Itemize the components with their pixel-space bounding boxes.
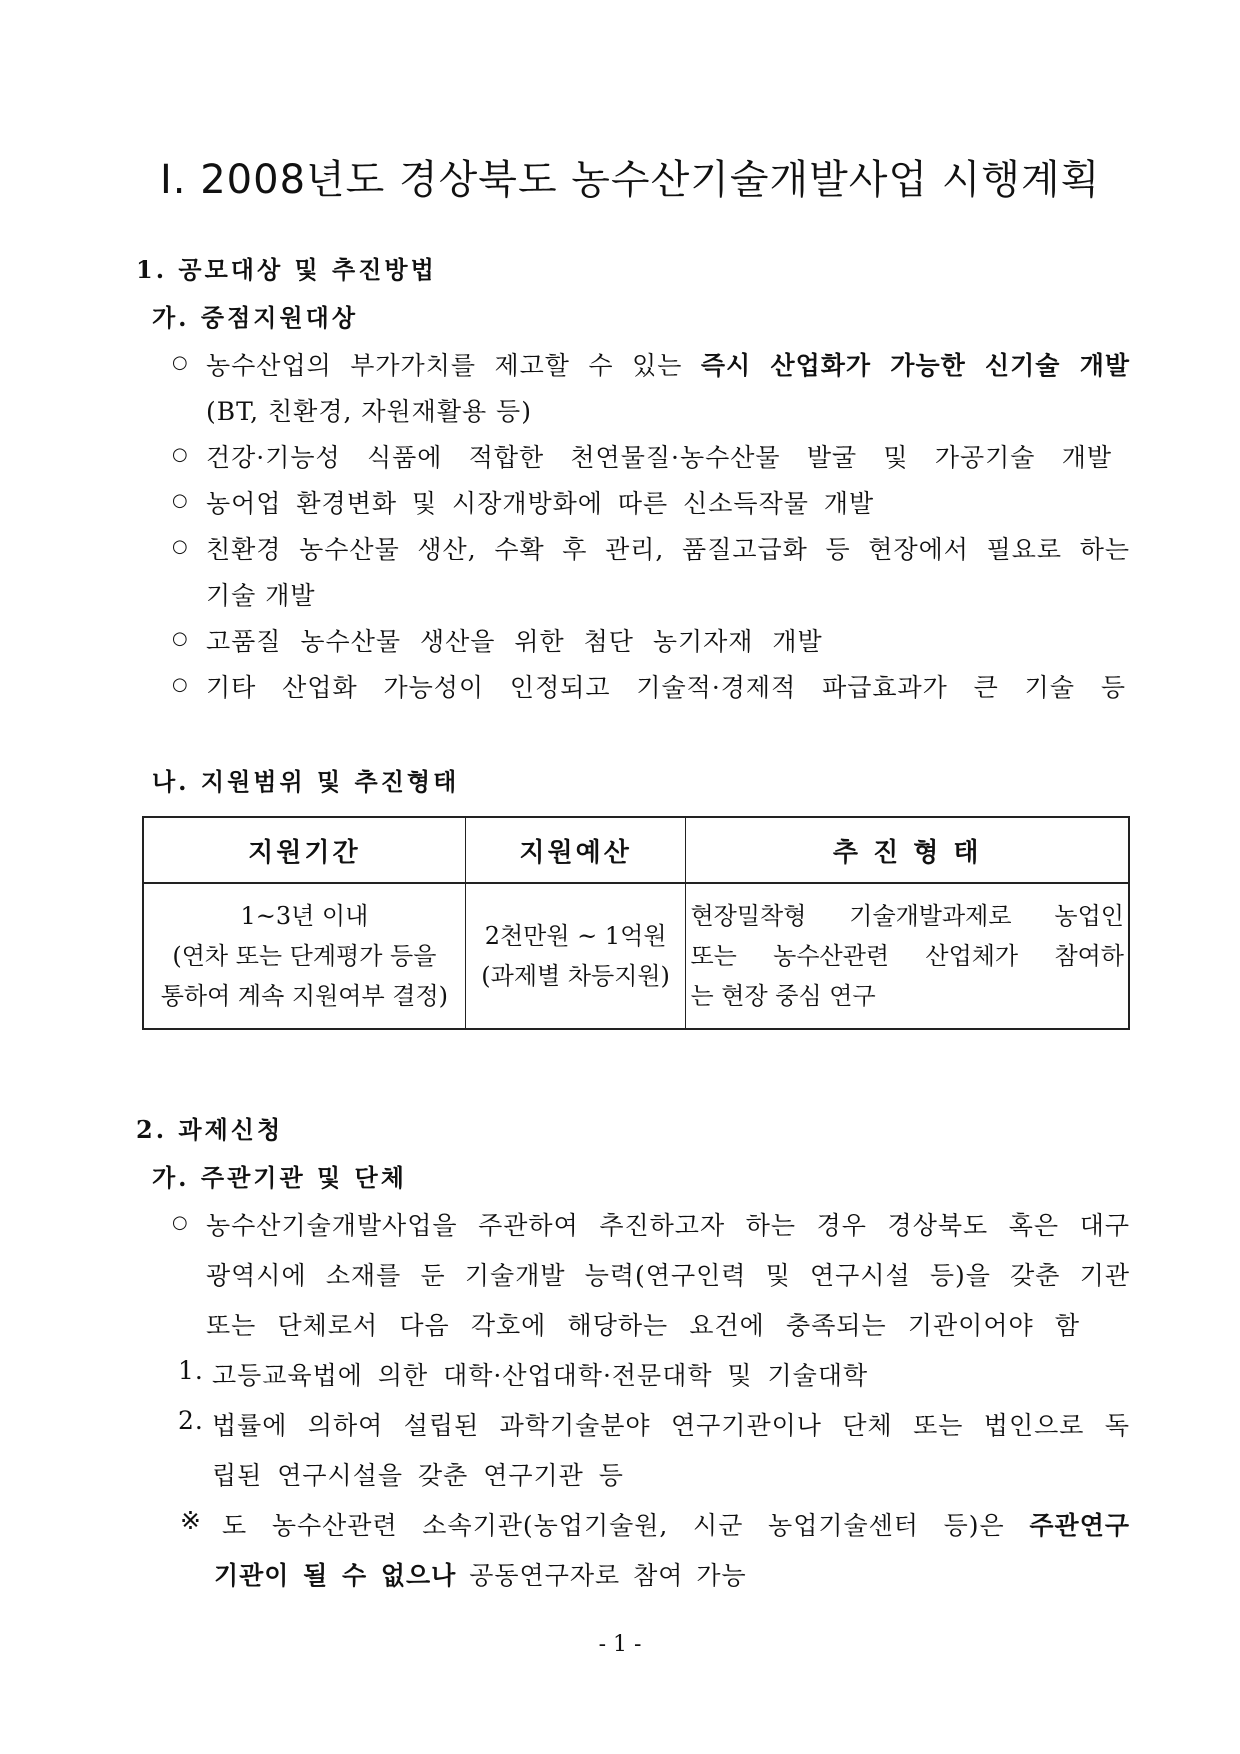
bullet-marker: ○ bbox=[172, 536, 188, 557]
numbered-item-1-line-1: 고등교육법에 의한 대학·산업대학·전문대학 및 기술대학 bbox=[212, 1361, 869, 1390]
note-marker: ※ bbox=[180, 1506, 202, 1535]
section-2-bullet-line-2: 광역시에 소재를 둔 기술개발 능력(연구인력 및 연구시설 등)을 갖춘 기관 bbox=[206, 1261, 1130, 1290]
numbered-item-1-number: 1. bbox=[178, 1356, 204, 1385]
section-1a-heading: 가. 중점지원대상 bbox=[152, 303, 358, 332]
page-number: - 1 - bbox=[598, 1632, 642, 1657]
section-1-heading: 1. 공모대상 및 추진방법 bbox=[136, 255, 437, 284]
bullet-2-line-1: 건강·기능성 식품에 적합한 천연물질·농수산물 발굴 및 가공기술 개발 bbox=[206, 443, 1112, 472]
numbered-item-2-line-1: 법률에 의하여 설립된 과학기술분야 연구기관이나 단체 또는 법인으로 독 bbox=[212, 1411, 1130, 1440]
bullet-3-line-1: 농어업 환경변화 및 시장개방화에 따른 신소득작물 개발 bbox=[206, 489, 875, 518]
bullet-marker: ○ bbox=[172, 352, 188, 373]
bullet-5-line-1: 고품질 농수산물 생산을 위한 첨단 농기자재 개발 bbox=[206, 627, 823, 656]
numbered-item-2-line-2: 립된 연구시설을 갖춘 연구기관 등 bbox=[212, 1461, 624, 1490]
numbered-item-2-number: 2. bbox=[178, 1406, 204, 1435]
bullet-marker: ○ bbox=[172, 1212, 188, 1233]
note-line-2: 기관이 될 수 없으나 공동연구자로 참여 가능 bbox=[214, 1561, 747, 1590]
bullet-marker: ○ bbox=[172, 444, 188, 465]
bullet-marker: ○ bbox=[172, 628, 188, 649]
support-scope-table bbox=[142, 816, 1130, 1030]
note-line-1: 도 농수산관련 소속기관(농업기술원, 시군 농업기술센터 등)은 주관연구 bbox=[222, 1511, 1130, 1540]
cell-budget: 2천만원 ~ 1억원 (과제별 차등지원) bbox=[465, 883, 686, 1029]
bullet-4-line-1: 친환경 농수산물 생산, 수확 후 관리, 품질고급화 등 현장에서 필요로 하는 bbox=[206, 535, 1130, 564]
section-2-bullet-line-1: 농수산기술개발사업을 주관하여 추진하고자 하는 경우 경상북도 혹은 대구 bbox=[206, 1211, 1130, 1240]
section-2a-heading: 가. 주관기관 및 단체 bbox=[152, 1163, 407, 1192]
table-header-period: 지원기간 bbox=[143, 817, 465, 883]
table-header-type: 추 진 형 태 bbox=[686, 817, 1129, 883]
document-title: Ⅰ. 2008년도 경상북도 농수산기술개발사업 시행계획 bbox=[160, 157, 1101, 203]
section-1b-heading: 나. 지원범위 및 추진형태 bbox=[152, 767, 460, 796]
bullet-1-line-2: (BT, 친환경, 자원재활용 등) bbox=[206, 397, 532, 426]
bullet-marker: ○ bbox=[172, 674, 188, 695]
cell-type: 현장밀착형 기술개발과제로 농업인 또는 농수산관련 산업체가 참여하 는 현장 중심 연구 bbox=[686, 883, 1129, 1029]
bullet-1-line-1: 농수산업의 부가가치를 제고할 수 있는 즉시 산업화가 가능한 신기술 개발 bbox=[206, 351, 1131, 380]
table-header-budget: 지원예산 bbox=[465, 817, 686, 883]
section-2-bullet-line-3: 또는 단체로서 다음 각호에 해당하는 요건에 충족되는 기관이어야 함 bbox=[206, 1311, 1080, 1340]
table-row bbox=[143, 883, 1129, 1029]
bullet-marker: ○ bbox=[172, 490, 188, 511]
cell-period: 1~3년 이내 (연차 또는 단계평가 등을 통하여 계속 지원여부 결정) bbox=[143, 883, 465, 1029]
section-2-heading: 2. 과제신청 bbox=[136, 1115, 284, 1144]
bullet-4-line-2: 기술 개발 bbox=[206, 581, 316, 610]
bullet-6-line-1: 기타 산업화 가능성이 인정되고 기술적·경제적 파급효과가 큰 기술 등 bbox=[206, 673, 1126, 702]
